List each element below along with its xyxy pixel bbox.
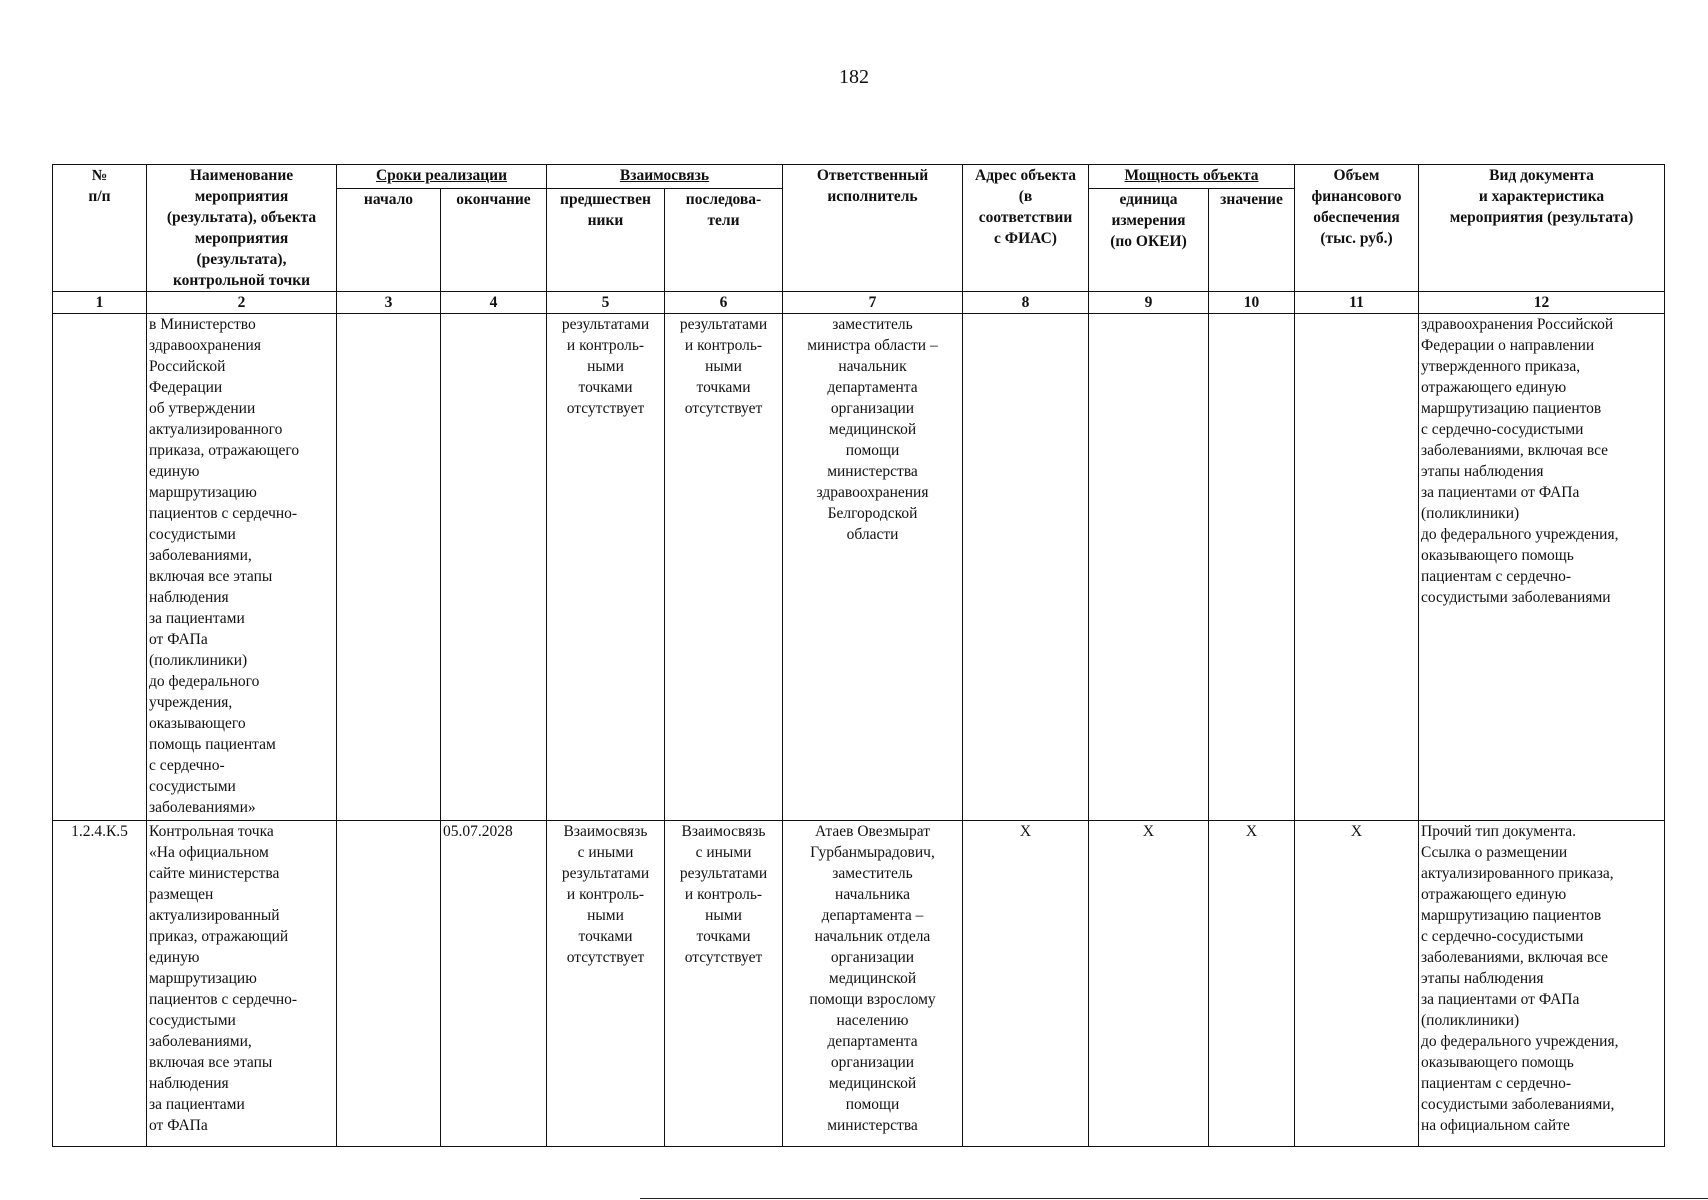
cell-name: Контрольная точка «На официальном сайте министерства размещен актуализированный приказ, отражающий единую маршрутизацию пациентов с сердечно- сосудистыми заболеваниями, включая все этапы наблюдения за пациентами от ФАПа	[147, 821, 337, 1147]
cell-value	[1209, 314, 1295, 821]
header-start: начало	[337, 188, 441, 291]
page-number: 182	[839, 66, 869, 88]
cell-start	[337, 821, 441, 1147]
column-number: 7	[783, 292, 963, 314]
cell-number	[53, 314, 147, 821]
activity-plan-table	[52, 164, 1665, 1147]
scan-edge-line	[640, 1198, 1708, 1199]
column-number: 12	[1419, 292, 1665, 314]
cell-successors: результатами и контроль- ными точками отсутствует	[665, 314, 783, 821]
header-address: Адрес объекта (в соответствии с ФИАС)	[963, 165, 1089, 292]
header-capacity	[1089, 165, 1295, 189]
column-number: 3	[337, 292, 441, 314]
column-number: 5	[547, 292, 665, 314]
cell-end: 05.07.2028	[441, 821, 547, 1147]
cell-document: здравоохранения Российской Федерации о направлении утвержденного приказа, отражающего единую маршрутизацию пациентов с сердечно-сосудистыми заболеваниями, включая все этапы наблюдения за пациентами от ФАПа (поликлиники) до федерального учреждения, оказывающего помощь пациентам с сердечно- сосудистыми заболеваниями	[1419, 314, 1665, 821]
cell-predecessors: результатами и контроль- ными точками отсутствует	[547, 314, 665, 821]
table-row	[53, 821, 1665, 1147]
header-predecessors: предшествен ники	[547, 188, 665, 291]
cell-responsible: заместитель министра области – начальник департамента организации медицинской помощи министерства здравоохранения Белгородской области	[783, 314, 963, 821]
cell-finance: Х	[1295, 821, 1419, 1147]
header-end: окончание	[441, 188, 547, 291]
cell-unit: Х	[1089, 821, 1209, 1147]
column-number: 1	[53, 292, 147, 314]
cell-name: в Министерство здравоохранения Российской Федерации об утверждении актуализированного приказа, отражающего единую маршрутизацию пациентов с сердечно- сосудистыми заболеваниями, включая все этапы наблюдения за пациентами от ФАПа (поликлиники) до федерального учреждения, оказывающего помощь пациентам с сердечно- сосудистыми заболеваниями»	[147, 314, 337, 821]
column-number: 2	[147, 292, 337, 314]
cell-predecessors: Взаимосвязь с иными результатами и контроль- ными точками отсутствует	[547, 821, 665, 1147]
header-successors: последова- тели	[665, 188, 783, 291]
cell-address: Х	[963, 821, 1089, 1147]
cell-start	[337, 314, 441, 821]
header-relation-label: Взаимосвязь	[619, 167, 710, 184]
cell-successors: Взаимосвязь с иными результатами и контроль- ными точками отсутствует	[665, 821, 783, 1147]
cell-number: 1.2.4.К.5	[53, 821, 147, 1147]
header-timeline-label: Сроки реализации	[375, 167, 508, 184]
column-number: 11	[1295, 292, 1419, 314]
header-value: значение	[1209, 188, 1295, 291]
header-responsible: Ответственный исполнитель	[783, 165, 963, 292]
header-finance: Объем финансового обеспечения (тыс. руб.)	[1295, 165, 1419, 292]
cell-finance	[1295, 314, 1419, 821]
cell-responsible: Атаев Овезмырат Гурбанмырадович, заместитель начальника департамента – начальник отдела организации медицинской помощи взрослому населению департамента организации медицинской помощи министерства	[783, 821, 963, 1147]
cell-document: Прочий тип документа. Ссылка о размещении актуализированного приказа, отражающего единую маршрутизацию пациентов с сердечно-сосудистыми заболеваниями, включая все этапы наблюдения за пациентами от ФАПа (поликлиники) до федерального учреждения, оказывающего помощь пациентам с сердечно- сосудистыми заболеваниями, на официальном сайте	[1419, 821, 1665, 1147]
cell-address	[963, 314, 1089, 821]
cell-unit	[1089, 314, 1209, 821]
header-number: № п/п	[53, 165, 147, 292]
cell-end	[441, 314, 547, 821]
column-number: 10	[1209, 292, 1295, 314]
header-capacity-label: Мощность объекта	[1124, 167, 1259, 184]
header-document: Вид документа и характеристика мероприятия (результата)	[1419, 165, 1665, 292]
table-row	[53, 314, 1665, 821]
column-number: 4	[441, 292, 547, 314]
header-unit: единица измерения (по ОКЕИ)	[1089, 188, 1209, 291]
cell-value: Х	[1209, 821, 1295, 1147]
column-number: 9	[1089, 292, 1209, 314]
header-name: Наименование мероприятия (результата), объекта мероприятия (результата), контрольной точки	[147, 165, 337, 292]
header-relation	[547, 165, 783, 189]
column-number: 8	[963, 292, 1089, 314]
header-timeline	[337, 165, 547, 189]
column-number: 6	[665, 292, 783, 314]
